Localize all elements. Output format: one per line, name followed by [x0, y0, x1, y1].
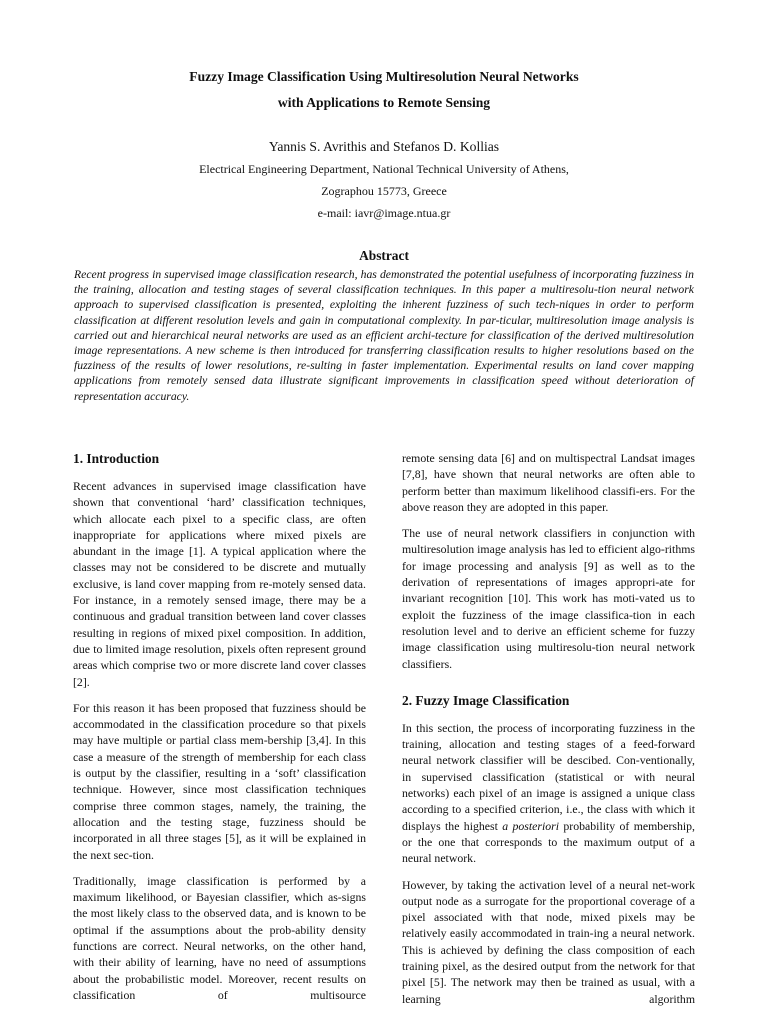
section-2-p1-text-b: probability of membership, or the one that corresponds to the maximum output of a neural network. — [402, 818, 695, 866]
abstract-heading: Abstract — [359, 248, 409, 263]
affiliation-line-1: Electrical Engineering Department, National Technical University of Athens, — [199, 162, 569, 176]
intro-paragraph-2: For this reason it has been proposed that fuzziness should be accommodated in the classification procedure so that pixels may have multiple or partial class mem-bership [3,4]. In this case a measure of the strength of membership for each class is output by the classifier, resulting in a ‘soft’ classification technique. However, since most classification techniques comprise three common stages, namely, the training, the allocation and the testing stage, fuzziness should be incorporated in all three stages [5], as it will be explained in the next sec-tion. — [73, 700, 366, 862]
intro-paragraph-continued: remote sensing data [6] and on multispectral Landsat images [7,8], have shown that neural networks are often able to perform better than maximum likelihood classifi-ers. For the above reason they are adopted in this paper. — [402, 451, 695, 514]
section-2-heading: 2. Fuzzy Image Classification — [402, 692, 570, 708]
right-column — [402, 450, 695, 1017]
section-1-heading: 1. Introduction — [73, 451, 160, 466]
section-2-p1-text-a: In this section, the process of incorporating fuzziness in the training, allocation and testing stages of a feed-forward neural network classifier will be descibed. Con-ventionally, in supervised classification (statistical or with neural networks) each pixel of an image is assigned a unique class according to a specified criterion, i.e., the class with which it displays the highest — [402, 720, 695, 833]
paper-title-line-1: Fuzzy Image Classification Using Multiresolution Neural Networks — [189, 69, 579, 84]
intro-paragraph-1: Recent advances in supervised image classification have shown that conventional ‘hard’ classification techniques, which allocate each pixel to a specific class, are often inappropriate for applications where mixed pixels are abundant in the image [1]. A typical application where the classes may not be considered to be discrete and mutually exclusive, is land cover mapping from re-motely sensed data. For instance, in a remotely sensed image, there may be a continuous and gradual transition between land cover classes resulting in regions of mixed pixel composition. In addition, due to limited image resolution, pixels often represent ground areas which comprise two or more discrete land cover classes [2]. — [73, 479, 366, 689]
abstract-text: Recent progress in supervised image classification research, has demonstrated the potential usefulness of incorporating fuzziness in the training, allocation and testing stages of several classification techniques. In this paper a multiresolu-tion neural network approach to supervised classification is presented, exploiting the inherent fuzziness of such tech-niques in order to perform classification at different resolution levels and gain in computational complexity. In par-ticular, multiresolution image analysis is carried out and hierarchical neural networks are used as an efficient archi-tecture for classification of the derived multiresolution image representations. A new scheme is then introduced for transferring classification results to higher resolutions based on the fuzziness of the results of lower resolutions, re-sulting in faster implementation. Experimental results on land cover mapping applications from remotely sensed data illustrate significant improvements in classification speed without deterioration of representation accuracy. — [74, 268, 694, 403]
a-posteriori-emphasis: a posteriori — [502, 818, 560, 833]
affiliation-line-2: Zographou 15773, Greece — [321, 184, 447, 198]
paper-authors: Yannis S. Avrithis and Stefanos D. Kollias — [268, 139, 500, 154]
intro-paragraph-4: The use of neural network classifiers in conjunction with multiresolution image analysis has led to efficient algo-rithms for image processing and analysis [9] as well as to the derivation of representations of images appropri-ate for invariant recognition [10]. This work has moti-vated us to exploit the fuzziness of the image classifica-tion in each resolution level and to derive an efficient scheme for fuzzy image classification using multiresolu-tion neural network classifiers. — [402, 526, 695, 671]
author-email: e-mail: iavr@image.ntua.gr — [317, 206, 451, 220]
intro-paragraph-3: Traditionally, image classification is performed by a maximum likelihood, or Bayesian classifier, which as-signs the most likely class to the observed data, and is known to be optimal if the assumptions about the prob-ability density functions are correct. Neural networks, on the other hand, with their ability of learning, have no need of assumptions about the probabilistic model. Moreover, recent results on classification of multisource — [73, 873, 366, 1002]
section-2-paragraph-2: However, by taking the activation level of a neural net-work output node as a surrogate for the proportional coverage of a pixel associated with that node, mixed pixels may be relatively easily accommodated in train-ing a neural network. This is achieved by defining the class composition of each training pixel, as the desired output from the network for that pixel [5]. The network may then be trained as usual, with a learning algorithm — [402, 877, 695, 1006]
paper-title-line-2: with Applications to Remote Sensing — [277, 95, 491, 110]
left-column — [73, 450, 366, 1013]
section-2-paragraph-1 — [402, 720, 695, 867]
